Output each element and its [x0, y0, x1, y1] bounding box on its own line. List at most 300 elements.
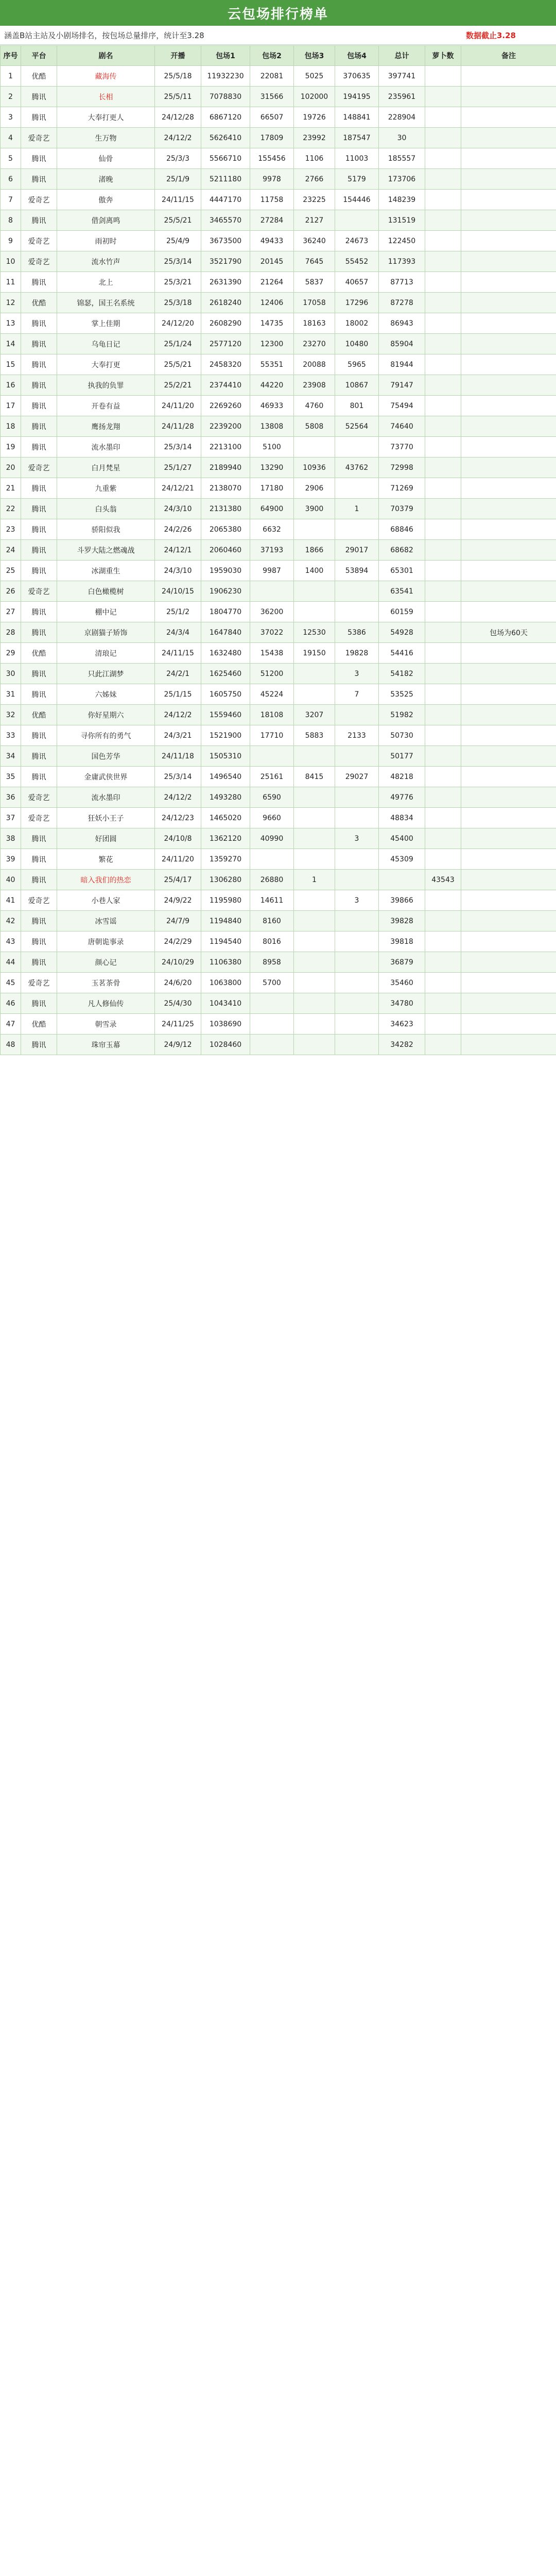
table-cell — [294, 602, 335, 622]
table-cell: 17296 — [335, 293, 379, 313]
table-cell: 2131380 — [201, 499, 250, 519]
table-cell — [461, 540, 556, 561]
table-cell: 370635 — [335, 66, 379, 87]
table-cell — [335, 973, 379, 993]
subtitle-bar — [0, 26, 556, 45]
table-cell: 31 — [1, 684, 21, 705]
table-cell — [425, 725, 461, 746]
table-cell: 长相 — [57, 87, 155, 107]
table-cell: 玉茗茶骨 — [57, 973, 155, 993]
table-cell: 3 — [335, 828, 379, 849]
table-cell: 24/12/20 — [155, 313, 201, 334]
table-cell: 39866 — [379, 890, 425, 911]
table-cell: 1306280 — [201, 870, 250, 890]
table-cell: 10480 — [335, 334, 379, 354]
table-cell: 北上 — [57, 272, 155, 293]
table-cell: 1194540 — [201, 931, 250, 952]
table-cell: 44 — [1, 952, 21, 973]
table-row — [1, 478, 556, 499]
table-cell — [461, 66, 556, 87]
table-cell: 2189940 — [201, 457, 250, 478]
table-cell: 39828 — [379, 911, 425, 931]
table-cell: 傲奔 — [57, 190, 155, 210]
table-cell: 1038690 — [201, 1014, 250, 1035]
table-cell — [294, 746, 335, 767]
table-cell: 8958 — [250, 952, 294, 973]
table-row — [1, 457, 556, 478]
table-row — [1, 210, 556, 231]
table-cell: 14735 — [250, 313, 294, 334]
table-cell — [335, 602, 379, 622]
table-row — [1, 684, 556, 705]
table-cell: 23225 — [294, 190, 335, 210]
table-cell: 6590 — [250, 787, 294, 808]
table-cell: 37022 — [250, 622, 294, 643]
table-cell: 腾讯 — [21, 725, 57, 746]
table-row — [1, 375, 556, 396]
table-row — [1, 334, 556, 354]
table-body — [1, 66, 556, 1055]
table-cell — [461, 705, 556, 725]
table-cell: 194195 — [335, 87, 379, 107]
table-row — [1, 437, 556, 457]
table-cell — [461, 890, 556, 911]
table-cell — [335, 746, 379, 767]
table-cell: 鹰扬龙翔 — [57, 416, 155, 437]
table-cell: 24/7/9 — [155, 911, 201, 931]
table-cell — [461, 375, 556, 396]
table-cell: 25/1/2 — [155, 602, 201, 622]
table-cell: 1959030 — [201, 561, 250, 581]
table-row — [1, 911, 556, 931]
table-cell — [461, 870, 556, 890]
table-cell: 37 — [1, 808, 21, 828]
table-cell: 60159 — [379, 602, 425, 622]
table-cell — [425, 787, 461, 808]
table-cell: 腾讯 — [21, 334, 57, 354]
table-cell — [461, 313, 556, 334]
table-cell — [425, 808, 461, 828]
table-cell — [461, 396, 556, 416]
table-cell — [461, 808, 556, 828]
table-cell: 36240 — [294, 231, 335, 251]
table-cell: 爱奇艺 — [21, 190, 57, 210]
table-cell — [461, 561, 556, 581]
table-cell: 白色橄榄树 — [57, 581, 155, 602]
table-cell: 好团圆 — [57, 828, 155, 849]
table-cell — [294, 1035, 335, 1055]
table-cell: 65301 — [379, 561, 425, 581]
table-cell — [335, 808, 379, 828]
table-cell — [425, 66, 461, 87]
table-cell — [294, 1014, 335, 1035]
table-cell: 暗入我们的热恋 — [57, 870, 155, 890]
table-cell: 68846 — [379, 519, 425, 540]
table-cell: 九重紫 — [57, 478, 155, 499]
table-cell — [461, 828, 556, 849]
table-cell: 10 — [1, 251, 21, 272]
table-cell: 27284 — [250, 210, 294, 231]
table-cell — [250, 993, 294, 1014]
table-cell: 5211180 — [201, 169, 250, 190]
table-cell: 2065380 — [201, 519, 250, 540]
table-cell — [294, 911, 335, 931]
table-cell: 朝雪录 — [57, 1014, 155, 1035]
table-cell: 爱奇艺 — [21, 890, 57, 911]
table-cell — [461, 457, 556, 478]
table-row — [1, 1014, 556, 1035]
table-cell — [425, 931, 461, 952]
table-cell: 20 — [1, 457, 21, 478]
table-cell: 187547 — [335, 128, 379, 148]
table-cell: 24/11/28 — [155, 416, 201, 437]
table-cell: 京剧猫子矫饰 — [57, 622, 155, 643]
table-cell: 腾讯 — [21, 952, 57, 973]
table-cell — [425, 581, 461, 602]
table-cell: 流水墨印 — [57, 787, 155, 808]
table-cell — [425, 767, 461, 787]
table-cell: 狂妖小王子 — [57, 808, 155, 828]
table-cell: 21264 — [250, 272, 294, 293]
table-cell — [461, 581, 556, 602]
table-cell: 1195980 — [201, 890, 250, 911]
table-cell: 41 — [1, 890, 21, 911]
table-cell: 29 — [1, 643, 21, 664]
table-cell — [425, 540, 461, 561]
table-cell: 54182 — [379, 664, 425, 684]
table-cell: 1625460 — [201, 664, 250, 684]
table-cell: 24/11/20 — [155, 396, 201, 416]
table-cell: 25/1/9 — [155, 169, 201, 190]
table-row — [1, 952, 556, 973]
table-cell: 2213100 — [201, 437, 250, 457]
table-cell: 24/3/10 — [155, 499, 201, 519]
table-cell: 2060460 — [201, 540, 250, 561]
table-cell: 流水墨印 — [57, 437, 155, 457]
table-cell: 25/3/18 — [155, 293, 201, 313]
table-row — [1, 602, 556, 622]
table-cell: 2631390 — [201, 272, 250, 293]
table-cell: 31566 — [250, 87, 294, 107]
table-cell: 14611 — [250, 890, 294, 911]
table-cell: 腾讯 — [21, 561, 57, 581]
table-cell — [250, 581, 294, 602]
table-cell: 掌上佳期 — [57, 313, 155, 334]
table-row — [1, 313, 556, 334]
table-cell: 2269260 — [201, 396, 250, 416]
table-cell: 21 — [1, 478, 21, 499]
table-cell — [461, 767, 556, 787]
table-cell: 腾讯 — [21, 210, 57, 231]
table-row — [1, 931, 556, 952]
table-cell: 66507 — [250, 107, 294, 128]
table-cell — [461, 437, 556, 457]
table-cell — [461, 911, 556, 931]
table-cell: 24/11/15 — [155, 190, 201, 210]
table-cell — [461, 664, 556, 684]
table-cell: 爱奇艺 — [21, 808, 57, 828]
table-cell: 52564 — [335, 416, 379, 437]
table-cell: 53894 — [335, 561, 379, 581]
table-cell: 腾讯 — [21, 746, 57, 767]
table-row — [1, 725, 556, 746]
table-cell — [425, 293, 461, 313]
table-cell — [425, 396, 461, 416]
table-cell: 35 — [1, 767, 21, 787]
table-cell: 51200 — [250, 664, 294, 684]
table-cell: 29027 — [335, 767, 379, 787]
table-cell: 1632480 — [201, 643, 250, 664]
table-cell: 55351 — [250, 354, 294, 375]
table-cell: 185557 — [379, 148, 425, 169]
table-cell: 148841 — [335, 107, 379, 128]
table-cell: 24/10/8 — [155, 828, 201, 849]
column-header: 总计 — [379, 46, 425, 66]
table-cell — [294, 437, 335, 457]
table-cell — [461, 231, 556, 251]
table-cell: 1 — [335, 499, 379, 519]
table-cell: 12 — [1, 293, 21, 313]
table-cell: 腾讯 — [21, 437, 57, 457]
table-cell: 34780 — [379, 993, 425, 1014]
table-cell: 15438 — [250, 643, 294, 664]
column-header: 包场2 — [250, 46, 294, 66]
table-cell: 爱奇艺 — [21, 128, 57, 148]
table-cell: 腾讯 — [21, 148, 57, 169]
table-row — [1, 190, 556, 210]
table-row — [1, 828, 556, 849]
table-cell: 2906 — [294, 478, 335, 499]
table-cell: 39 — [1, 849, 21, 870]
table-cell — [461, 1035, 556, 1055]
table-cell: 27 — [1, 602, 21, 622]
table-cell: 86943 — [379, 313, 425, 334]
table-cell: 75494 — [379, 396, 425, 416]
table-cell: 48834 — [379, 808, 425, 828]
table-cell: 24/12/23 — [155, 808, 201, 828]
table-cell: 24/10/29 — [155, 952, 201, 973]
table-cell: 2138070 — [201, 478, 250, 499]
subtitle: 涵盖B站主站及小剧场排名，按包场总量排序，统计至3.28 — [4, 30, 204, 40]
table-cell — [335, 437, 379, 457]
table-cell — [461, 952, 556, 973]
table-cell — [294, 952, 335, 973]
column-header: 包场4 — [335, 46, 379, 66]
table-row — [1, 128, 556, 148]
table-cell: 冰雪谣 — [57, 911, 155, 931]
table-cell: 执我的负罪 — [57, 375, 155, 396]
table-row — [1, 1035, 556, 1055]
table-cell — [425, 684, 461, 705]
table-cell: 30 — [379, 128, 425, 148]
table-cell: 122450 — [379, 231, 425, 251]
table-cell: 12300 — [250, 334, 294, 354]
table-cell: 1647840 — [201, 622, 250, 643]
table-cell: 2766 — [294, 169, 335, 190]
table-cell — [425, 87, 461, 107]
table-cell: 39818 — [379, 931, 425, 952]
table-row — [1, 499, 556, 519]
table-cell — [294, 993, 335, 1014]
table-cell: 你好星期六 — [57, 705, 155, 725]
table-cell: 24/12/21 — [155, 478, 201, 499]
table-cell: 腾讯 — [21, 354, 57, 375]
table-cell — [294, 890, 335, 911]
table-cell: 棚中记 — [57, 602, 155, 622]
table-cell: 包场为60天 — [461, 622, 556, 643]
table-cell: 1493280 — [201, 787, 250, 808]
table-cell: 19150 — [294, 643, 335, 664]
table-row — [1, 169, 556, 190]
table-cell: 87278 — [379, 293, 425, 313]
table-cell: 13290 — [250, 457, 294, 478]
table-cell — [425, 1035, 461, 1055]
table-cell: 6 — [1, 169, 21, 190]
table-cell: 1906230 — [201, 581, 250, 602]
table-cell: 1063800 — [201, 973, 250, 993]
table-row — [1, 251, 556, 272]
table-cell: 24/9/12 — [155, 1035, 201, 1055]
table-cell — [461, 499, 556, 519]
table-cell: 3900 — [294, 499, 335, 519]
table-cell: 46 — [1, 993, 21, 1014]
table-cell: 凡人修仙传 — [57, 993, 155, 1014]
table-cell: 爱奇艺 — [21, 457, 57, 478]
table-cell — [335, 581, 379, 602]
table-row — [1, 581, 556, 602]
table-cell: 5179 — [335, 169, 379, 190]
table-cell — [461, 128, 556, 148]
table-cell — [425, 890, 461, 911]
column-header: 开播 — [155, 46, 201, 66]
table-cell: 爱奇艺 — [21, 231, 57, 251]
table-cell: 54928 — [379, 622, 425, 643]
table-cell: 乌龟日记 — [57, 334, 155, 354]
table-cell: 腾讯 — [21, 911, 57, 931]
table-cell: 43 — [1, 931, 21, 952]
table-cell: 155456 — [250, 148, 294, 169]
table-cell: 71269 — [379, 478, 425, 499]
table-cell: 1521900 — [201, 725, 250, 746]
table-cell: 腾讯 — [21, 540, 57, 561]
table-cell: 25 — [1, 561, 21, 581]
table-cell: 2618240 — [201, 293, 250, 313]
table-cell: 50177 — [379, 746, 425, 767]
table-cell: 1106 — [294, 148, 335, 169]
table-cell: 腾讯 — [21, 272, 57, 293]
table-cell: 腾讯 — [21, 416, 57, 437]
table-row — [1, 272, 556, 293]
table-cell: 48218 — [379, 767, 425, 787]
table-cell: 金庸武侠世界 — [57, 767, 155, 787]
table-cell: 优酷 — [21, 66, 57, 87]
table-cell: 81944 — [379, 354, 425, 375]
table-cell: 70379 — [379, 499, 425, 519]
table-cell: 3 — [335, 664, 379, 684]
table-row — [1, 973, 556, 993]
table-cell — [425, 251, 461, 272]
table-cell — [461, 643, 556, 664]
table-cell — [250, 1035, 294, 1055]
table-cell: 37193 — [250, 540, 294, 561]
table-cell: 33 — [1, 725, 21, 746]
table-row — [1, 746, 556, 767]
table-cell: 23908 — [294, 375, 335, 396]
table-cell: 白月梵星 — [57, 457, 155, 478]
table-row — [1, 622, 556, 643]
table-cell — [461, 1014, 556, 1035]
table-cell: 1866 — [294, 540, 335, 561]
table-cell — [461, 251, 556, 272]
table-cell — [461, 519, 556, 540]
table-cell: 14 — [1, 334, 21, 354]
table-cell: 17180 — [250, 478, 294, 499]
page-title: 云包场排行榜单 — [0, 0, 556, 26]
table-cell: 1465020 — [201, 808, 250, 828]
table-cell: 38 — [1, 828, 21, 849]
table-cell — [250, 746, 294, 767]
table-cell: 1804770 — [201, 602, 250, 622]
table-cell: 小巷人家 — [57, 890, 155, 911]
table-cell: 5837 — [294, 272, 335, 293]
table-cell: 腾讯 — [21, 1035, 57, 1055]
table-cell — [425, 952, 461, 973]
table-cell: 55452 — [335, 251, 379, 272]
table-cell: 25161 — [250, 767, 294, 787]
table-cell: 87713 — [379, 272, 425, 293]
table-cell: 1 — [1, 66, 21, 87]
table-cell — [335, 478, 379, 499]
table-cell: 28 — [1, 622, 21, 643]
table-cell — [425, 828, 461, 849]
table-cell: 36879 — [379, 952, 425, 973]
table-cell: 5883 — [294, 725, 335, 746]
table-cell — [335, 210, 379, 231]
table-cell: 借剑离鸣 — [57, 210, 155, 231]
table-cell: 235961 — [379, 87, 425, 107]
table-cell: 8016 — [250, 931, 294, 952]
table-cell: 生万物 — [57, 128, 155, 148]
table-cell: 1496540 — [201, 767, 250, 787]
table-cell: 腾讯 — [21, 870, 57, 890]
table-cell: 25/4/30 — [155, 993, 201, 1014]
table-cell: 9987 — [250, 561, 294, 581]
table-cell: 17809 — [250, 128, 294, 148]
table-cell: 腾讯 — [21, 993, 57, 1014]
table-cell: 54416 — [379, 643, 425, 664]
table-cell: 228904 — [379, 107, 425, 128]
table-cell: 5025 — [294, 66, 335, 87]
table-cell: 3673500 — [201, 231, 250, 251]
table-cell: 25/5/21 — [155, 210, 201, 231]
table-cell: 73770 — [379, 437, 425, 457]
table-cell: 173706 — [379, 169, 425, 190]
table-cell — [425, 622, 461, 643]
table-cell: 7 — [335, 684, 379, 705]
table-cell: 腾讯 — [21, 828, 57, 849]
table-cell — [461, 416, 556, 437]
table-cell: 大奉打更人 — [57, 107, 155, 128]
table-cell: 68682 — [379, 540, 425, 561]
table-cell: 大奉打更 — [57, 354, 155, 375]
table-cell: 流水竹声 — [57, 251, 155, 272]
table-cell — [425, 334, 461, 354]
table-cell: 3465570 — [201, 210, 250, 231]
table-cell: 24/12/28 — [155, 107, 201, 128]
table-cell: 23 — [1, 519, 21, 540]
table-cell: 只此江湖梦 — [57, 664, 155, 684]
table-cell: 148239 — [379, 190, 425, 210]
